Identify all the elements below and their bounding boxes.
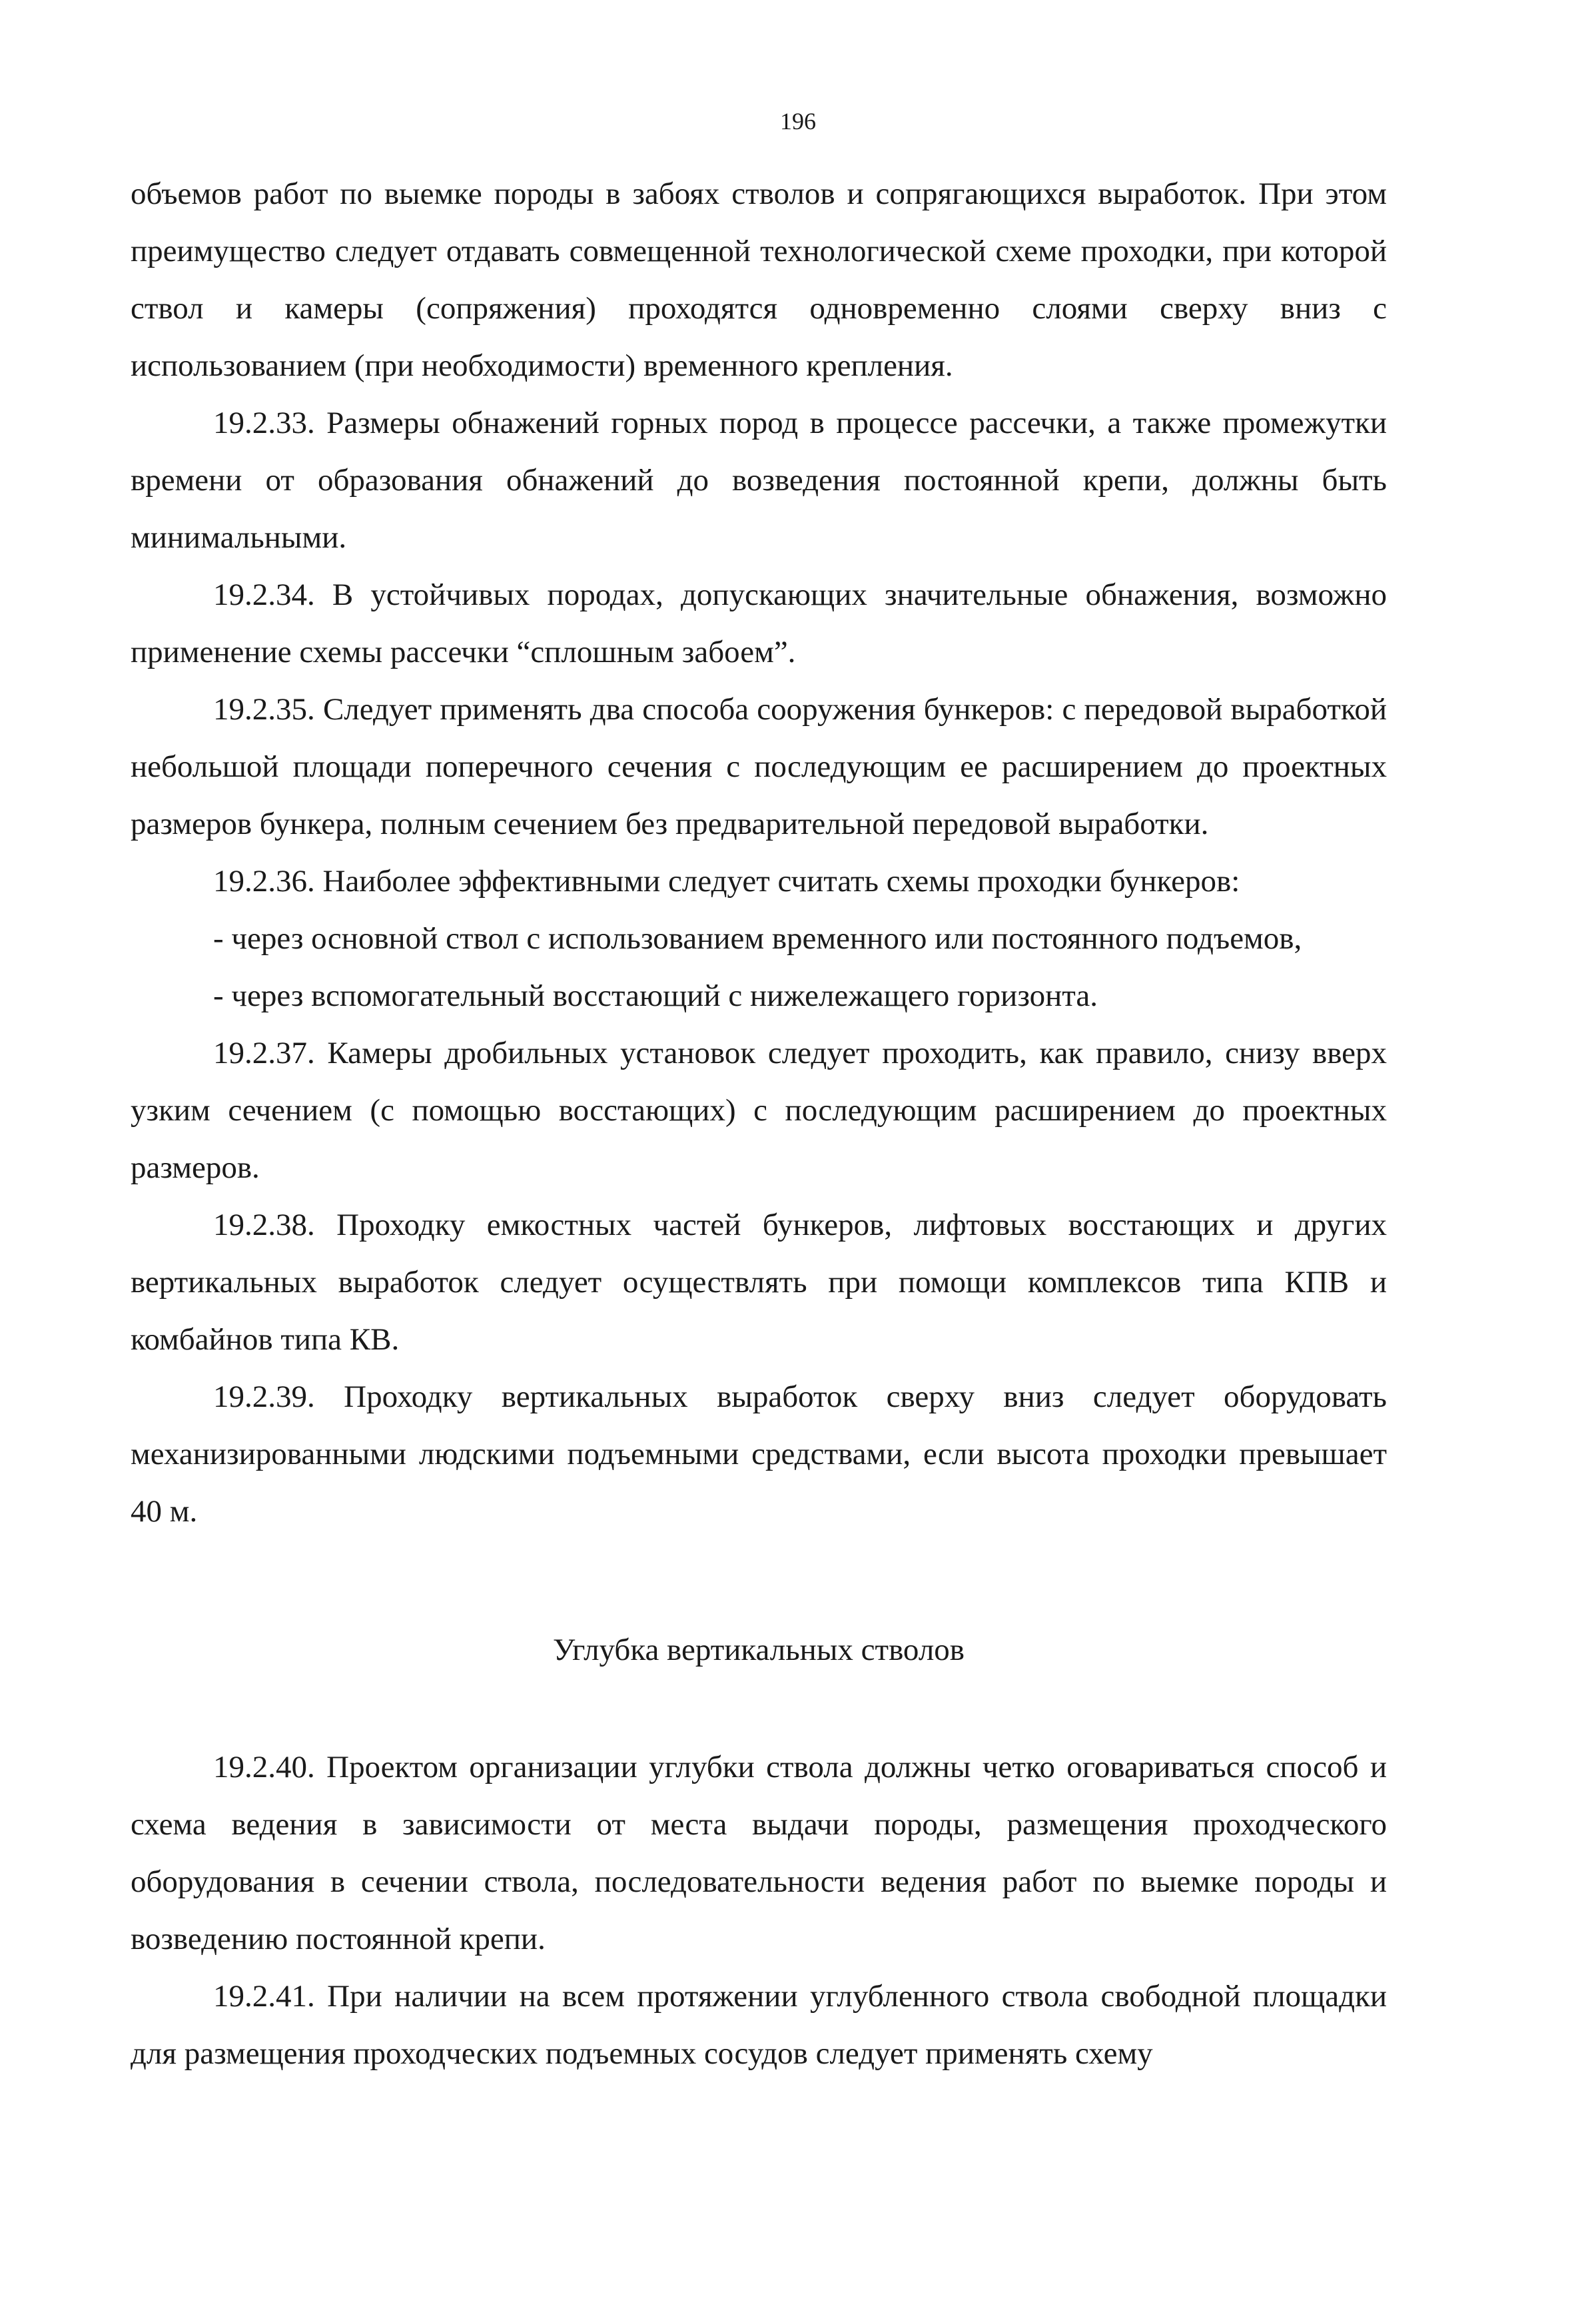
- clause-19-2-38: 19.2.38. Проходку емкостных частей бункеров, лифтовых восстающих и других вертикальных выработок следует осуществлять при помощи комплексов типа КПВ и комбайнов типа КВ.: [131, 1208, 1387, 1357]
- clause-19-2-41: 19.2.41. При наличии на всем протяжении углубленного ствола свободной площадки для размещения проходческих подъемных сосудов следует применять схему: [131, 1979, 1387, 2071]
- clause-19-2-37: 19.2.37. Камеры дробильных установок следует проходить, как правило, снизу вверх узким сечением (с помощью восстающих) с последующим расширением до проектных размеров.: [131, 1036, 1387, 1185]
- page-number: 196: [780, 108, 816, 135]
- spacer: [131, 1540, 1387, 1621]
- clause-19-2-35: 19.2.35. Следует применять два способа сооружения бункеров: с передовой выработкой небольшой площади поперечного сечения с последующим ее расширением до проектных размеров бункера, полным сечением без предварительной передовой выработки.: [131, 692, 1387, 841]
- list-item-auxiliary-raise: - через вспомогательный восстающий с нижележащего горизонта.: [213, 978, 1098, 1013]
- spacer: [131, 1679, 1387, 1739]
- clause-19-2-39: 19.2.39. Проходку вертикальных выработок сверху вниз следует оборудовать механизированными людскими подъемными средствами, если высота проходки превышает 40 м.: [131, 1379, 1387, 1529]
- clause-19-2-40: 19.2.40. Проектом организации углубки ствола должны четко оговариваться способ и схема ведения в зависимости от места выдачи породы, размещения проходческого оборудования в сечении ствола, последовательности ведения работ по выемке породы и возведению постоянной крепи.: [131, 1750, 1387, 1956]
- clause-19-2-34: 19.2.34. В устойчивых породах, допускающих значительные обнажения, возможно применение схемы рассечки “сплошным забоем”.: [131, 578, 1387, 669]
- clause-19-2-33: 19.2.33. Размеры обнажений горных пород в процессе рассечки, а также промежутки времени от образования обнажений до возведения постоянной крепи, должны быть минимальными.: [131, 406, 1387, 555]
- clause-19-2-36: 19.2.36. Наиболее эффективными следует считать схемы проходки бункеров:: [213, 864, 1240, 899]
- section-heading: Углубка вертикальных стволов: [553, 1633, 965, 1667]
- list-item-main-shaft: - через основной ствол с использованием временного или постоянного подъемов,: [213, 921, 1302, 956]
- paragraph-continuation: объемов работ по выемке породы в забоях стволов и сопрягающихся выработок. При этом преимущество следует отдавать совмещенной технологической схеме проходки, при которой ствол и камеры (сопряжения) проходятся одновременно слоями сверху вниз с использованием (при необходимости) временного крепления.: [131, 177, 1387, 383]
- body-text: [131, 165, 1387, 2082]
